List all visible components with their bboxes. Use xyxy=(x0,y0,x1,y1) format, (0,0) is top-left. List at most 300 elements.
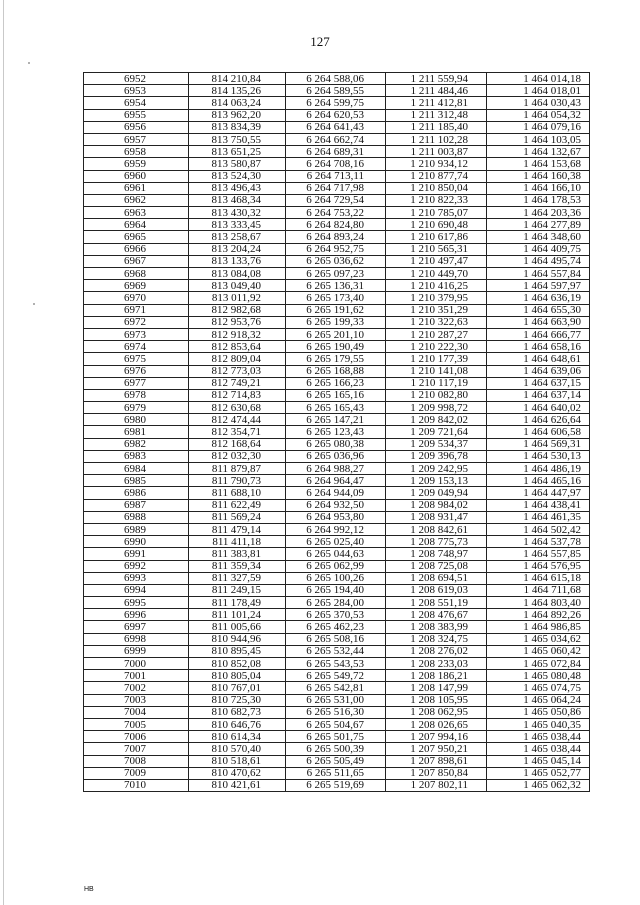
x-coordinate-cell: 813 524,30 xyxy=(189,170,286,182)
x2-coordinate-cell: 1 208 186,21 xyxy=(386,670,487,682)
y-coordinate-cell: 6 264 708,16 xyxy=(286,158,386,170)
table-row xyxy=(84,316,590,328)
x2-coordinate-cell: 1 208 233,03 xyxy=(386,658,487,670)
x2-coordinate-cell: 1 208 775,73 xyxy=(386,536,487,548)
y-coordinate-cell: 6 265 166,23 xyxy=(286,377,386,389)
point-number-cell: 6980 xyxy=(84,414,189,426)
y-coordinate-cell: 6 265 201,10 xyxy=(286,328,386,340)
x-coordinate-cell: 810 614,34 xyxy=(189,731,286,743)
x2-coordinate-cell: 1 208 725,08 xyxy=(386,560,487,572)
x2-coordinate-cell: 1 208 147,99 xyxy=(386,682,487,694)
y2-coordinate-cell: 1 464 054,32 xyxy=(487,109,590,121)
y-coordinate-cell: 6 265 543,53 xyxy=(286,658,386,670)
x-coordinate-cell: 811 790,73 xyxy=(189,475,286,487)
x-coordinate-cell: 813 011,92 xyxy=(189,292,286,304)
y-coordinate-cell: 6 265 097,23 xyxy=(286,268,386,280)
table-row xyxy=(84,146,590,158)
x-coordinate-cell: 811 479,14 xyxy=(189,523,286,535)
x2-coordinate-cell: 1 209 534,37 xyxy=(386,438,487,450)
y2-coordinate-cell: 1 465 052,77 xyxy=(487,767,590,779)
y-coordinate-cell: 6 265 165,43 xyxy=(286,402,386,414)
y2-coordinate-cell: 1 464 438,41 xyxy=(487,499,590,511)
y2-coordinate-cell: 1 464 663,90 xyxy=(487,316,590,328)
y-coordinate-cell: 6 265 199,33 xyxy=(286,316,386,328)
x2-coordinate-cell: 1 209 242,95 xyxy=(386,463,487,475)
x2-coordinate-cell: 1 210 497,47 xyxy=(386,255,487,267)
y-coordinate-cell: 6 265 123,43 xyxy=(286,426,386,438)
point-number-cell: 7000 xyxy=(84,658,189,670)
y-coordinate-cell: 6 265 100,26 xyxy=(286,572,386,584)
y-coordinate-cell: 6 264 599,75 xyxy=(286,97,386,109)
x2-coordinate-cell: 1 210 690,48 xyxy=(386,219,487,231)
y-coordinate-cell: 6 265 080,38 xyxy=(286,438,386,450)
y2-coordinate-cell: 1 464 530,13 xyxy=(487,450,590,462)
y-coordinate-cell: 6 264 824,80 xyxy=(286,219,386,231)
point-number-cell: 6986 xyxy=(84,487,189,499)
x-coordinate-cell: 810 725,30 xyxy=(189,694,286,706)
y2-coordinate-cell: 1 464 626,64 xyxy=(487,414,590,426)
point-number-cell: 6957 xyxy=(84,133,189,145)
point-number-cell: 6972 xyxy=(84,316,189,328)
x-coordinate-cell: 811 411,18 xyxy=(189,536,286,548)
x2-coordinate-cell: 1 207 802,11 xyxy=(386,779,487,791)
y-coordinate-cell: 6 264 753,22 xyxy=(286,207,386,219)
table-row xyxy=(84,207,590,219)
y2-coordinate-cell: 1 464 639,06 xyxy=(487,365,590,377)
x2-coordinate-cell: 1 209 396,78 xyxy=(386,450,487,462)
y2-coordinate-cell: 1 464 486,19 xyxy=(487,463,590,475)
y2-coordinate-cell: 1 464 203,36 xyxy=(487,207,590,219)
point-number-cell: 7006 xyxy=(84,731,189,743)
y2-coordinate-cell: 1 464 502,42 xyxy=(487,523,590,535)
y-coordinate-cell: 6 264 689,31 xyxy=(286,146,386,158)
y-coordinate-cell: 6 264 589,55 xyxy=(286,85,386,97)
y-coordinate-cell: 6 265 284,00 xyxy=(286,597,386,609)
table-body xyxy=(84,73,590,792)
point-number-cell: 6966 xyxy=(84,243,189,255)
x2-coordinate-cell: 1 208 026,65 xyxy=(386,718,487,730)
table-row xyxy=(84,670,590,682)
x2-coordinate-cell: 1 211 312,48 xyxy=(386,109,487,121)
point-number-cell: 7005 xyxy=(84,718,189,730)
table-row xyxy=(84,328,590,340)
y2-coordinate-cell: 1 464 409,75 xyxy=(487,243,590,255)
point-number-cell: 7004 xyxy=(84,706,189,718)
y2-coordinate-cell: 1 464 576,95 xyxy=(487,560,590,572)
x2-coordinate-cell: 1 208 842,61 xyxy=(386,523,487,535)
y-coordinate-cell: 6 265 036,62 xyxy=(286,255,386,267)
x2-coordinate-cell: 1 210 785,07 xyxy=(386,207,487,219)
x2-coordinate-cell: 1 208 383,99 xyxy=(386,621,487,633)
x-coordinate-cell: 812 953,76 xyxy=(189,316,286,328)
y-coordinate-cell: 6 265 179,55 xyxy=(286,353,386,365)
x-coordinate-cell: 811 688,10 xyxy=(189,487,286,499)
point-number-cell: 6963 xyxy=(84,207,189,219)
x-coordinate-cell: 812 168,64 xyxy=(189,438,286,450)
point-number-cell: 7008 xyxy=(84,755,189,767)
coordinates-table xyxy=(83,72,590,792)
point-number-cell: 6956 xyxy=(84,121,189,133)
x2-coordinate-cell: 1 209 721,64 xyxy=(386,426,487,438)
x2-coordinate-cell: 1 208 324,75 xyxy=(386,633,487,645)
x-coordinate-cell: 810 421,61 xyxy=(189,779,286,791)
point-number-cell: 6969 xyxy=(84,280,189,292)
y2-coordinate-cell: 1 464 495,74 xyxy=(487,255,590,267)
x-coordinate-cell: 810 570,40 xyxy=(189,743,286,755)
x2-coordinate-cell: 1 211 412,81 xyxy=(386,97,487,109)
page-edge xyxy=(3,0,4,905)
y-coordinate-cell: 6 265 194,40 xyxy=(286,584,386,596)
y2-coordinate-cell: 1 465 072,84 xyxy=(487,658,590,670)
x-coordinate-cell: 814 210,84 xyxy=(189,73,286,85)
y-coordinate-cell: 6 265 165,16 xyxy=(286,389,386,401)
table-row xyxy=(84,450,590,462)
table-row xyxy=(84,73,590,85)
x2-coordinate-cell: 1 210 287,27 xyxy=(386,328,487,340)
point-number-cell: 6971 xyxy=(84,304,189,316)
table-row xyxy=(84,682,590,694)
point-number-cell: 6982 xyxy=(84,438,189,450)
y2-coordinate-cell: 1 464 658,16 xyxy=(487,341,590,353)
table-row xyxy=(84,268,590,280)
x-coordinate-cell: 810 805,04 xyxy=(189,670,286,682)
point-number-cell: 6954 xyxy=(84,97,189,109)
x2-coordinate-cell: 1 210 222,30 xyxy=(386,341,487,353)
point-number-cell: 6953 xyxy=(84,85,189,97)
table-row xyxy=(84,475,590,487)
x-coordinate-cell: 813 468,34 xyxy=(189,194,286,206)
x2-coordinate-cell: 1 209 153,13 xyxy=(386,475,487,487)
x-coordinate-cell: 813 133,76 xyxy=(189,255,286,267)
x2-coordinate-cell: 1 208 984,02 xyxy=(386,499,487,511)
x-coordinate-cell: 813 651,25 xyxy=(189,146,286,158)
x2-coordinate-cell: 1 211 102,28 xyxy=(386,133,487,145)
x2-coordinate-cell: 1 208 931,47 xyxy=(386,511,487,523)
table-row xyxy=(84,414,590,426)
table-row xyxy=(84,511,590,523)
x2-coordinate-cell: 1 210 565,31 xyxy=(386,243,487,255)
y2-coordinate-cell: 1 464 465,16 xyxy=(487,475,590,487)
x-coordinate-cell: 813 496,43 xyxy=(189,182,286,194)
table-row xyxy=(84,499,590,511)
table-row xyxy=(84,85,590,97)
y2-coordinate-cell: 1 464 132,67 xyxy=(487,146,590,158)
x-coordinate-cell: 810 682,73 xyxy=(189,706,286,718)
y2-coordinate-cell: 1 465 050,86 xyxy=(487,706,590,718)
y2-coordinate-cell: 1 464 615,18 xyxy=(487,572,590,584)
y2-coordinate-cell: 1 464 803,40 xyxy=(487,597,590,609)
table-row xyxy=(84,755,590,767)
table-row xyxy=(84,536,590,548)
x2-coordinate-cell: 1 211 484,46 xyxy=(386,85,487,97)
x-coordinate-cell: 813 084,08 xyxy=(189,268,286,280)
table-row xyxy=(84,365,590,377)
table-row xyxy=(84,584,590,596)
x2-coordinate-cell: 1 210 617,86 xyxy=(386,231,487,243)
y-coordinate-cell: 6 265 462,23 xyxy=(286,621,386,633)
x-coordinate-cell: 812 809,04 xyxy=(189,353,286,365)
table-row xyxy=(84,182,590,194)
x-coordinate-cell: 813 333,45 xyxy=(189,219,286,231)
point-number-cell: 6987 xyxy=(84,499,189,511)
table-row xyxy=(84,779,590,791)
table-row xyxy=(84,463,590,475)
y-coordinate-cell: 6 264 988,27 xyxy=(286,463,386,475)
y-coordinate-cell: 6 264 588,06 xyxy=(286,73,386,85)
table-row xyxy=(84,658,590,670)
point-number-cell: 7007 xyxy=(84,743,189,755)
y2-coordinate-cell: 1 464 103,05 xyxy=(487,133,590,145)
x2-coordinate-cell: 1 209 998,72 xyxy=(386,402,487,414)
y-coordinate-cell: 6 265 136,31 xyxy=(286,280,386,292)
y2-coordinate-cell: 1 465 060,42 xyxy=(487,645,590,657)
point-number-cell: 6968 xyxy=(84,268,189,280)
table-row xyxy=(84,219,590,231)
y2-coordinate-cell: 1 464 348,60 xyxy=(487,231,590,243)
table-row xyxy=(84,133,590,145)
point-number-cell: 6967 xyxy=(84,255,189,267)
y2-coordinate-cell: 1 464 637,15 xyxy=(487,377,590,389)
x2-coordinate-cell: 1 208 551,19 xyxy=(386,597,487,609)
point-number-cell: 6970 xyxy=(84,292,189,304)
x-coordinate-cell: 813 430,32 xyxy=(189,207,286,219)
x-coordinate-cell: 811 249,15 xyxy=(189,584,286,596)
y-coordinate-cell: 6 264 964,47 xyxy=(286,475,386,487)
y2-coordinate-cell: 1 465 038,44 xyxy=(487,743,590,755)
y2-coordinate-cell: 1 464 569,31 xyxy=(487,438,590,450)
point-number-cell: 6979 xyxy=(84,402,189,414)
point-number-cell: 6962 xyxy=(84,194,189,206)
y2-coordinate-cell: 1 465 080,48 xyxy=(487,670,590,682)
x2-coordinate-cell: 1 210 877,74 xyxy=(386,170,487,182)
scan-speck xyxy=(33,303,35,305)
y2-coordinate-cell: 1 464 637,14 xyxy=(487,389,590,401)
y2-coordinate-cell: 1 465 038,44 xyxy=(487,731,590,743)
point-number-cell: 6974 xyxy=(84,341,189,353)
point-number-cell: 6989 xyxy=(84,523,189,535)
x-coordinate-cell: 810 518,61 xyxy=(189,755,286,767)
y2-coordinate-cell: 1 465 064,24 xyxy=(487,694,590,706)
x-coordinate-cell: 812 749,21 xyxy=(189,377,286,389)
table-row xyxy=(84,255,590,267)
x2-coordinate-cell: 1 211 185,40 xyxy=(386,121,487,133)
x-coordinate-cell: 810 895,45 xyxy=(189,645,286,657)
x-coordinate-cell: 812 982,68 xyxy=(189,304,286,316)
point-number-cell: 6988 xyxy=(84,511,189,523)
x-coordinate-cell: 813 049,40 xyxy=(189,280,286,292)
table-row xyxy=(84,158,590,170)
y-coordinate-cell: 6 264 729,54 xyxy=(286,194,386,206)
y-coordinate-cell: 6 265 190,49 xyxy=(286,341,386,353)
point-number-cell: 6992 xyxy=(84,560,189,572)
x2-coordinate-cell: 1 208 105,95 xyxy=(386,694,487,706)
x2-coordinate-cell: 1 210 379,95 xyxy=(386,292,487,304)
y2-coordinate-cell: 1 464 666,77 xyxy=(487,328,590,340)
y2-coordinate-cell: 1 464 018,01 xyxy=(487,85,590,97)
x-coordinate-cell: 814 063,24 xyxy=(189,97,286,109)
y-coordinate-cell: 6 265 549,72 xyxy=(286,670,386,682)
x2-coordinate-cell: 1 208 276,02 xyxy=(386,645,487,657)
x-coordinate-cell: 810 470,62 xyxy=(189,767,286,779)
x2-coordinate-cell: 1 210 449,70 xyxy=(386,268,487,280)
page-number: 127 xyxy=(310,34,330,49)
y-coordinate-cell: 6 265 173,40 xyxy=(286,292,386,304)
y2-coordinate-cell: 1 465 062,32 xyxy=(487,779,590,791)
table-row xyxy=(84,572,590,584)
point-number-cell: 6955 xyxy=(84,109,189,121)
point-number-cell: 6960 xyxy=(84,170,189,182)
x-coordinate-cell: 811 569,24 xyxy=(189,511,286,523)
y2-coordinate-cell: 1 464 557,84 xyxy=(487,268,590,280)
point-number-cell: 6952 xyxy=(84,73,189,85)
table-row xyxy=(84,231,590,243)
y2-coordinate-cell: 1 464 166,10 xyxy=(487,182,590,194)
x-coordinate-cell: 810 767,01 xyxy=(189,682,286,694)
y2-coordinate-cell: 1 464 606,58 xyxy=(487,426,590,438)
point-number-cell: 7003 xyxy=(84,694,189,706)
y-coordinate-cell: 6 265 062,99 xyxy=(286,560,386,572)
point-number-cell: 6998 xyxy=(84,633,189,645)
y2-coordinate-cell: 1 464 597,97 xyxy=(487,280,590,292)
point-number-cell: 6995 xyxy=(84,597,189,609)
y-coordinate-cell: 6 264 713,11 xyxy=(286,170,386,182)
y-coordinate-cell: 6 265 542,81 xyxy=(286,682,386,694)
y2-coordinate-cell: 1 464 557,85 xyxy=(487,548,590,560)
y2-coordinate-cell: 1 464 160,38 xyxy=(487,170,590,182)
footer-mark: НВ xyxy=(84,886,94,893)
y2-coordinate-cell: 1 465 034,62 xyxy=(487,633,590,645)
y2-coordinate-cell: 1 464 447,97 xyxy=(487,487,590,499)
table-row xyxy=(84,243,590,255)
scan-speck xyxy=(28,62,30,64)
table-row xyxy=(84,645,590,657)
x-coordinate-cell: 813 750,55 xyxy=(189,133,286,145)
point-number-cell: 6991 xyxy=(84,548,189,560)
table-row xyxy=(84,97,590,109)
point-number-cell: 6973 xyxy=(84,328,189,340)
table-row xyxy=(84,718,590,730)
point-number-cell: 6961 xyxy=(84,182,189,194)
x2-coordinate-cell: 1 210 082,80 xyxy=(386,389,487,401)
point-number-cell: 6983 xyxy=(84,450,189,462)
x-coordinate-cell: 811 879,87 xyxy=(189,463,286,475)
y-coordinate-cell: 6 265 500,39 xyxy=(286,743,386,755)
table-row xyxy=(84,597,590,609)
x-coordinate-cell: 812 714,83 xyxy=(189,389,286,401)
point-number-cell: 6965 xyxy=(84,231,189,243)
x2-coordinate-cell: 1 210 850,04 xyxy=(386,182,487,194)
table-row xyxy=(84,633,590,645)
y-coordinate-cell: 6 265 025,40 xyxy=(286,536,386,548)
x-coordinate-cell: 812 032,30 xyxy=(189,450,286,462)
table-row xyxy=(84,341,590,353)
x-coordinate-cell: 813 258,67 xyxy=(189,231,286,243)
y-coordinate-cell: 6 264 953,80 xyxy=(286,511,386,523)
table-row xyxy=(84,438,590,450)
point-number-cell: 6964 xyxy=(84,219,189,231)
table-row xyxy=(84,609,590,621)
y-coordinate-cell: 6 265 508,16 xyxy=(286,633,386,645)
point-number-cell: 6990 xyxy=(84,536,189,548)
table-row xyxy=(84,560,590,572)
y-coordinate-cell: 6 264 952,75 xyxy=(286,243,386,255)
table-row xyxy=(84,487,590,499)
point-number-cell: 6996 xyxy=(84,609,189,621)
point-number-cell: 6975 xyxy=(84,353,189,365)
y2-coordinate-cell: 1 465 040,35 xyxy=(487,718,590,730)
x-coordinate-cell: 811 622,49 xyxy=(189,499,286,511)
table-row xyxy=(84,706,590,718)
point-number-cell: 6984 xyxy=(84,463,189,475)
x2-coordinate-cell: 1 210 416,25 xyxy=(386,280,487,292)
point-number-cell: 7009 xyxy=(84,767,189,779)
y-coordinate-cell: 6 265 504,67 xyxy=(286,718,386,730)
y-coordinate-cell: 6 264 932,50 xyxy=(286,499,386,511)
x-coordinate-cell: 813 962,20 xyxy=(189,109,286,121)
y2-coordinate-cell: 1 464 461,35 xyxy=(487,511,590,523)
y-coordinate-cell: 6 265 370,53 xyxy=(286,609,386,621)
x2-coordinate-cell: 1 211 559,94 xyxy=(386,73,487,85)
y2-coordinate-cell: 1 464 648,61 xyxy=(487,353,590,365)
x2-coordinate-cell: 1 210 322,63 xyxy=(386,316,487,328)
x-coordinate-cell: 812 474,44 xyxy=(189,414,286,426)
point-number-cell: 6993 xyxy=(84,572,189,584)
y-coordinate-cell: 6 265 044,63 xyxy=(286,548,386,560)
x-coordinate-cell: 811 005,66 xyxy=(189,621,286,633)
x-coordinate-cell: 813 580,87 xyxy=(189,158,286,170)
table-row xyxy=(84,389,590,401)
point-number-cell: 6981 xyxy=(84,426,189,438)
x-coordinate-cell: 813 834,39 xyxy=(189,121,286,133)
x2-coordinate-cell: 1 209 049,94 xyxy=(386,487,487,499)
point-number-cell: 6958 xyxy=(84,146,189,158)
x2-coordinate-cell: 1 207 850,84 xyxy=(386,767,487,779)
x-coordinate-cell: 813 204,24 xyxy=(189,243,286,255)
y2-coordinate-cell: 1 465 045,14 xyxy=(487,755,590,767)
y2-coordinate-cell: 1 464 892,26 xyxy=(487,609,590,621)
x-coordinate-cell: 810 646,76 xyxy=(189,718,286,730)
point-number-cell: 6977 xyxy=(84,377,189,389)
x2-coordinate-cell: 1 208 062,95 xyxy=(386,706,487,718)
table-row xyxy=(84,621,590,633)
table-row xyxy=(84,731,590,743)
y2-coordinate-cell: 1 464 636,19 xyxy=(487,292,590,304)
y-coordinate-cell: 6 264 992,12 xyxy=(286,523,386,535)
x-coordinate-cell: 810 852,08 xyxy=(189,658,286,670)
y-coordinate-cell: 6 265 168,88 xyxy=(286,365,386,377)
y2-coordinate-cell: 1 464 640,02 xyxy=(487,402,590,414)
point-number-cell: 6978 xyxy=(84,389,189,401)
x2-coordinate-cell: 1 210 141,08 xyxy=(386,365,487,377)
table-row xyxy=(84,523,590,535)
x2-coordinate-cell: 1 210 177,39 xyxy=(386,353,487,365)
y-coordinate-cell: 6 264 620,53 xyxy=(286,109,386,121)
x-coordinate-cell: 812 630,68 xyxy=(189,402,286,414)
x-coordinate-cell: 814 135,26 xyxy=(189,85,286,97)
y-coordinate-cell: 6 265 532,44 xyxy=(286,645,386,657)
x-coordinate-cell: 812 773,03 xyxy=(189,365,286,377)
table-row xyxy=(84,426,590,438)
point-number-cell: 6985 xyxy=(84,475,189,487)
x2-coordinate-cell: 1 208 748,97 xyxy=(386,548,487,560)
y-coordinate-cell: 6 264 944,09 xyxy=(286,487,386,499)
y-coordinate-cell: 6 265 501,75 xyxy=(286,731,386,743)
table-row xyxy=(84,194,590,206)
point-number-cell: 6997 xyxy=(84,621,189,633)
x2-coordinate-cell: 1 210 822,33 xyxy=(386,194,487,206)
y2-coordinate-cell: 1 465 074,75 xyxy=(487,682,590,694)
point-number-cell: 6976 xyxy=(84,365,189,377)
